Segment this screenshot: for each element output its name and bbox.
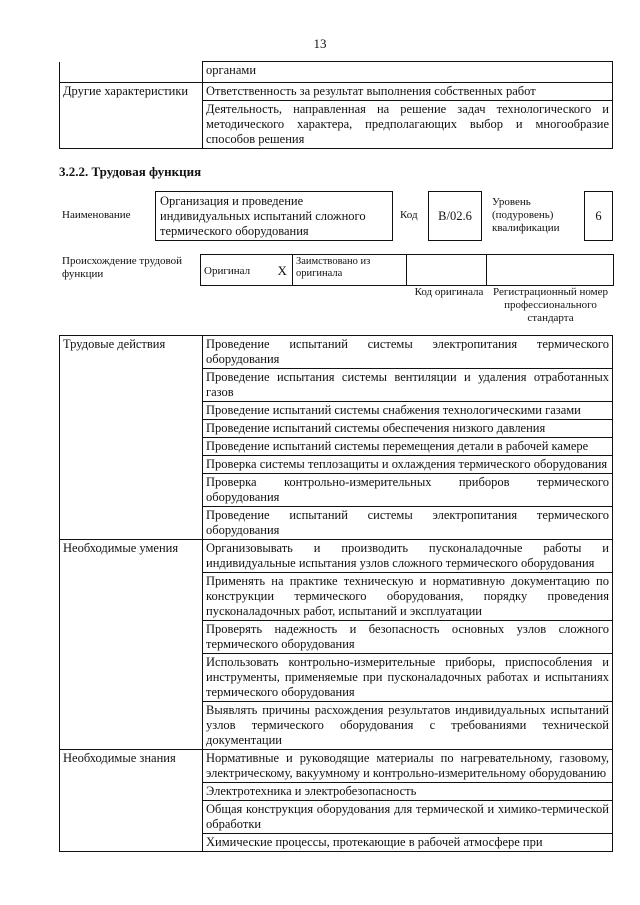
labor-actions-item: Проведение испытаний системы обеспечения низкого давления [203, 420, 613, 438]
knowledge-item: Нормативные и руководящие материалы по нагревательному, газовому, электрическому, вакуумному и контрольно-измерительному оборудованию [203, 750, 613, 783]
level-box [584, 191, 613, 241]
reg-number-caption: Регистрационный номер профессионального стандарта [492, 286, 609, 324]
labor-actions-item: Проверка системы теплозащиты и охлаждения термического оборудования [203, 456, 613, 474]
row-value: Деятельность, направленная на решение задач технологического и методического характера, предполагающих выбор и многообразие способов решения [203, 101, 613, 149]
row-value: органами [203, 62, 613, 83]
labor-actions-label: Трудовые действия [60, 336, 203, 540]
row-label [60, 101, 203, 149]
function-name: Организация и проведение индивидуальных испытаний сложного термического оборудования [160, 194, 366, 238]
skills-item: Использовать контрольно-измерительные приборы, приспособления и инструменты, применяемые при пусконаладочных работах и испытаниях термического оборудования [203, 654, 613, 702]
labor-actions-item: Проведение испытаний системы перемещения детали в рабочей камере [203, 438, 613, 456]
table-row [60, 336, 613, 369]
function-name-box [155, 191, 393, 241]
table-row [60, 540, 613, 573]
knowledge-item: Химические процессы, протекающие в рабочей атмосфере при [203, 834, 613, 852]
knowledge-item: Электротехника и электробезопасность [203, 783, 613, 801]
skills-label: Необходимые умения [60, 540, 203, 750]
origin-table [200, 254, 614, 286]
original-label: Оригинал [201, 255, 273, 286]
row-label [60, 62, 203, 83]
labor-actions-item: Проверка контрольно-измерительных приборов термического оборудования [203, 474, 613, 507]
page-number: 13 [313, 36, 327, 51]
code-label: Код [400, 209, 418, 221]
borrowed-label: Заимствовано из оригинала [293, 255, 407, 286]
skills-item: Применять на практике техническую и нормативную документацию по конструкции термического оборудования, порядку проведения пусконаладочных работ, испытаний и эксплуатации [203, 573, 613, 621]
labor-actions-item: Проведение испытаний системы электропитания термического оборудования [203, 336, 613, 369]
name-label: Наименование [62, 209, 131, 221]
labor-actions-item: Проведение испытания системы вентиляции и удаления отработанных газов [203, 369, 613, 402]
original-mark: X [273, 255, 293, 286]
level-label: Уровень (подуровень) квалификации [492, 196, 560, 234]
table-row [60, 83, 613, 101]
table-row [60, 750, 613, 783]
row-label: Другие характеристики [60, 83, 203, 101]
reg-number-cell [487, 255, 614, 286]
skills-item: Выявлять причины расхождения результатов индивидуальных испытаний узлов термического оборудования с требованиями технической документации [203, 702, 613, 750]
code-original-caption: Код оригинала [414, 286, 484, 298]
other-characteristics-table [59, 61, 613, 149]
labor-actions-item: Проведение испытаний системы снабжения технологическими газами [203, 402, 613, 420]
row-value: Ответственность за результат выполнения собственных работ [203, 83, 613, 101]
section-heading: 3.2.2. Трудовая функция [59, 164, 202, 179]
labor-function-table [59, 335, 613, 852]
code-box [428, 191, 482, 241]
skills-item: Проверять надежность и безопасность основных узлов сложного термического оборудования [203, 621, 613, 654]
level-value: 6 [595, 209, 602, 223]
table-row [60, 101, 613, 149]
labor-actions-item: Проведение испытаний системы электропитания термического оборудования [203, 507, 613, 540]
origin-label: Происхождение трудовой функции [62, 255, 183, 280]
skills-item: Организовывать и производить пусконаладочные работы и индивидуальные испытания узлов сложного термического оборудования [203, 540, 613, 573]
code-value: B/02.6 [438, 209, 472, 223]
knowledge-item: Общая конструкция оборудования для термической и химико-термической обработки [203, 801, 613, 834]
knowledge-label: Необходимые знания [60, 750, 203, 852]
table-row [60, 62, 613, 83]
code-original-cell [407, 255, 487, 286]
